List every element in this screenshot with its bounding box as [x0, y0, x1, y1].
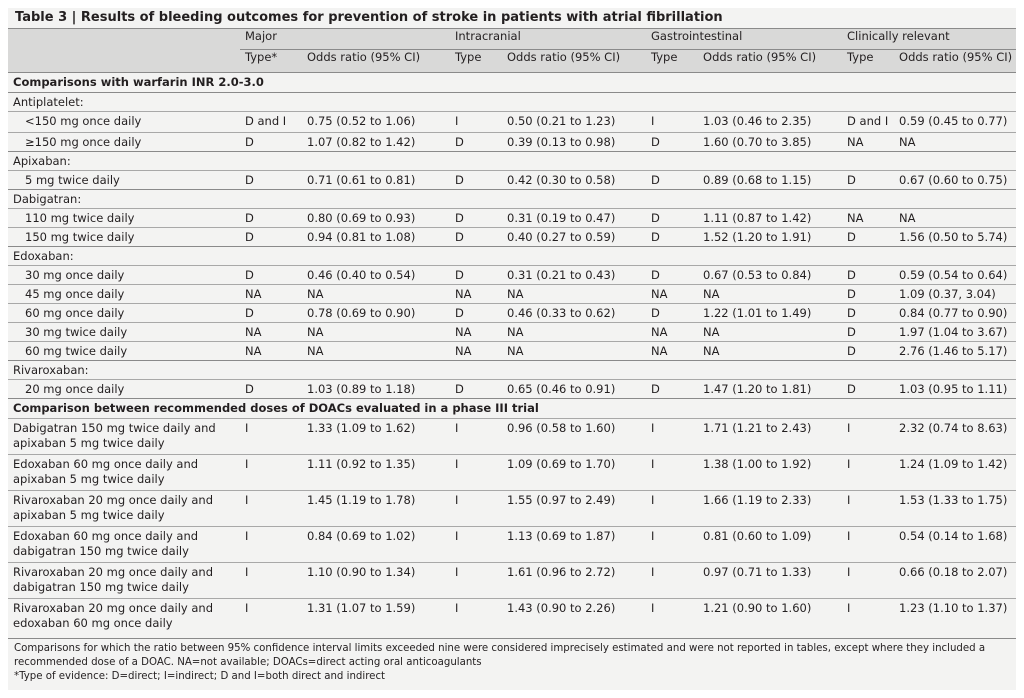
cell-gastrointestinal-type: D — [646, 209, 698, 228]
cell-gastrointestinal-type: I — [646, 563, 698, 599]
cell-intracranial-type: NA — [450, 285, 502, 304]
cell-intracranial-odds-ratio: 0.39 (0.13 to 0.98) — [502, 133, 646, 152]
cell-clinical-type: D — [842, 266, 894, 285]
cell-clinical-odds-ratio: 1.23 (1.10 to 1.37) — [894, 599, 1016, 635]
section-header-row — [8, 399, 1016, 419]
cell-gastrointestinal-type: D — [646, 228, 698, 247]
cell-gastrointestinal-odds-ratio: 1.11 (0.87 to 1.42) — [698, 209, 842, 228]
cell-gastrointestinal-type: NA — [646, 342, 698, 361]
cell-major-odds-ratio: 1.03 (0.89 to 1.18) — [302, 380, 450, 399]
table-title: Table 3 | Results of bleeding outcomes for prevention of stroke in patients with atrial fibrillation — [8, 8, 1016, 29]
cell-gastrointestinal-odds-ratio: 0.89 (0.68 to 1.15) — [698, 171, 842, 190]
cell-intracranial-odds-ratio: 0.31 (0.19 to 0.47) — [502, 209, 646, 228]
cell-major-odds-ratio: 1.07 (0.82 to 1.42) — [302, 133, 450, 152]
cell-clinical-odds-ratio: 1.56 (0.50 to 5.74) — [894, 228, 1016, 247]
column-header-odds-ratio: Odds ratio (95% CI) — [302, 50, 450, 73]
cell-clinical-odds-ratio: NA — [894, 133, 1016, 152]
cell-gastrointestinal-odds-ratio: 0.81 (0.60 to 1.09) — [698, 527, 842, 563]
cell-clinical-type: D — [842, 285, 894, 304]
cell-clinical-odds-ratio: 0.84 (0.77 to 0.90) — [894, 304, 1016, 323]
cell-intracranial-type: NA — [450, 342, 502, 361]
cell-major-odds-ratio: 0.84 (0.69 to 1.02) — [302, 527, 450, 563]
cell-major-type: I — [240, 599, 302, 635]
table-row — [8, 342, 1016, 361]
table-row — [8, 599, 1016, 635]
cell-clinical-type: NA — [842, 209, 894, 228]
cell-clinical-odds-ratio: NA — [894, 209, 1016, 228]
cell-intracranial-type: D — [450, 171, 502, 190]
cell-clinical-odds-ratio: 1.24 (1.09 to 1.42) — [894, 455, 1016, 491]
cell-gastrointestinal-odds-ratio: 1.52 (1.20 to 1.91) — [698, 228, 842, 247]
table-row — [8, 285, 1016, 304]
section-header-row — [8, 73, 1016, 93]
table-row — [8, 209, 1016, 228]
cell-gastrointestinal-type: NA — [646, 323, 698, 342]
cell-major-odds-ratio: 0.75 (0.52 to 1.06) — [302, 112, 450, 133]
cell-clinical-type: I — [842, 599, 894, 635]
cell-clinical-odds-ratio: 1.09 (0.37, 3.04) — [894, 285, 1016, 304]
column-header-odds-ratio: Odds ratio (95% CI) — [502, 50, 646, 73]
column-header-type: Type — [842, 50, 894, 73]
cell-clinical-odds-ratio: 0.67 (0.60 to 0.75) — [894, 171, 1016, 190]
cell-intracranial-odds-ratio: 0.31 (0.21 to 0.43) — [502, 266, 646, 285]
header-spacer — [8, 29, 240, 50]
row-label: 45 mg once daily — [8, 285, 240, 304]
cell-intracranial-odds-ratio: 1.09 (0.69 to 1.70) — [502, 455, 646, 491]
cell-intracranial-type: I — [450, 491, 502, 527]
cell-major-odds-ratio: NA — [302, 285, 450, 304]
cell-clinical-type: D and I — [842, 112, 894, 133]
group-header-major: Major — [240, 29, 450, 50]
cell-intracranial-type: D — [450, 228, 502, 247]
cell-gastrointestinal-odds-ratio: 0.67 (0.53 to 0.84) — [698, 266, 842, 285]
cell-gastrointestinal-type: D — [646, 266, 698, 285]
cell-intracranial-odds-ratio: 1.61 (0.96 to 2.72) — [502, 563, 646, 599]
cell-clinical-odds-ratio: 1.97 (1.04 to 3.67) — [894, 323, 1016, 342]
column-header-type: Type — [450, 50, 502, 73]
drug-group-row — [8, 361, 1016, 380]
cell-clinical-type: I — [842, 527, 894, 563]
cell-gastrointestinal-odds-ratio: 1.71 (1.21 to 2.43) — [698, 419, 842, 455]
group-header-clinically-relevant: Clinically relevant — [842, 29, 1016, 50]
cell-intracranial-odds-ratio: 0.40 (0.27 to 0.59) — [502, 228, 646, 247]
drug-group-row — [8, 152, 1016, 171]
cell-major-odds-ratio: NA — [302, 323, 450, 342]
row-label: Rivaroxaban 20 mg once daily and dabigatran 150 mg twice daily — [8, 563, 240, 599]
cell-clinical-type: NA — [842, 133, 894, 152]
cell-intracranial-odds-ratio: 1.43 (0.90 to 2.26) — [502, 599, 646, 635]
cell-gastrointestinal-odds-ratio: 1.21 (0.90 to 1.60) — [698, 599, 842, 635]
cell-major-type: I — [240, 563, 302, 599]
cell-major-type: D — [240, 304, 302, 323]
cell-intracranial-type: I — [450, 563, 502, 599]
cell-major-type: D — [240, 171, 302, 190]
table-footnotes — [8, 638, 1016, 684]
row-label: Edoxaban 60 mg once daily and dabigatran 150 mg twice daily — [8, 527, 240, 563]
drug-group-name: Antiplatelet: — [8, 93, 1016, 112]
cell-clinical-type: D — [842, 342, 894, 361]
drug-group-row — [8, 190, 1016, 209]
cell-major-odds-ratio: 0.71 (0.61 to 0.81) — [302, 171, 450, 190]
cell-gastrointestinal-type: D — [646, 171, 698, 190]
column-header-type: Type — [646, 50, 698, 73]
cell-gastrointestinal-odds-ratio: 1.47 (1.20 to 1.81) — [698, 380, 842, 399]
table-row — [8, 527, 1016, 563]
cell-major-odds-ratio: 0.46 (0.40 to 0.54) — [302, 266, 450, 285]
cell-intracranial-odds-ratio: 0.65 (0.46 to 0.91) — [502, 380, 646, 399]
footnote-legend: *Type of evidence: D=direct; I=indirect; D and I=both direct and indirect — [14, 671, 386, 682]
cell-major-odds-ratio: 0.94 (0.81 to 1.08) — [302, 228, 450, 247]
row-label: <150 mg once daily — [8, 112, 240, 133]
cell-major-type: D — [240, 209, 302, 228]
cell-intracranial-odds-ratio: NA — [502, 342, 646, 361]
cell-major-type: I — [240, 527, 302, 563]
row-label: 60 mg once daily — [8, 304, 240, 323]
cell-gastrointestinal-type: D — [646, 133, 698, 152]
cell-clinical-type: D — [842, 171, 894, 190]
drug-group-name: Dabigatran: — [8, 190, 1016, 209]
cell-clinical-odds-ratio: 2.76 (1.46 to 5.17) — [894, 342, 1016, 361]
row-label: 60 mg twice daily — [8, 342, 240, 361]
cell-major-type: D — [240, 228, 302, 247]
cell-major-odds-ratio: 0.78 (0.69 to 0.90) — [302, 304, 450, 323]
cell-major-type: D and I — [240, 112, 302, 133]
table-row — [8, 133, 1016, 152]
row-label: 110 mg twice daily — [8, 209, 240, 228]
section-title: Comparisons with warfarin INR 2.0-3.0 — [8, 73, 1016, 93]
cell-major-odds-ratio: 1.31 (1.07 to 1.59) — [302, 599, 450, 635]
cell-clinical-odds-ratio: 2.32 (0.74 to 8.63) — [894, 419, 1016, 455]
cell-clinical-odds-ratio: 0.66 (0.18 to 2.07) — [894, 563, 1016, 599]
table-row — [8, 323, 1016, 342]
cell-gastrointestinal-type: I — [646, 419, 698, 455]
row-label: Dabigatran 150 mg twice daily and apixaban 5 mg twice daily — [8, 419, 240, 455]
table-row — [8, 563, 1016, 599]
cell-major-type: NA — [240, 323, 302, 342]
cell-clinical-type: D — [842, 304, 894, 323]
header-spacer — [8, 50, 240, 73]
cell-gastrointestinal-odds-ratio: 1.38 (1.00 to 1.92) — [698, 455, 842, 491]
cell-intracranial-type: I — [450, 112, 502, 133]
cell-major-odds-ratio: 1.45 (1.19 to 1.78) — [302, 491, 450, 527]
cell-gastrointestinal-odds-ratio: 1.03 (0.46 to 2.35) — [698, 112, 842, 133]
cell-major-type: NA — [240, 342, 302, 361]
section-title: Comparison between recommended doses of DOACs evaluated in a phase III trial — [8, 399, 1016, 419]
cell-clinical-type: I — [842, 491, 894, 527]
cell-intracranial-odds-ratio: 1.55 (0.97 to 2.49) — [502, 491, 646, 527]
cell-gastrointestinal-odds-ratio: NA — [698, 323, 842, 342]
row-label: 30 mg once daily — [8, 266, 240, 285]
cell-major-type: D — [240, 266, 302, 285]
bleeding-outcomes-table — [8, 29, 1016, 634]
table-row — [8, 380, 1016, 399]
table-panel — [8, 8, 1016, 690]
table-row — [8, 228, 1016, 247]
cell-intracranial-odds-ratio: 1.13 (0.69 to 1.87) — [502, 527, 646, 563]
cell-clinical-odds-ratio: 0.54 (0.14 to 1.68) — [894, 527, 1016, 563]
cell-clinical-type: I — [842, 455, 894, 491]
cell-clinical-odds-ratio: 0.59 (0.45 to 0.77) — [894, 112, 1016, 133]
cell-clinical-odds-ratio: 0.59 (0.54 to 0.64) — [894, 266, 1016, 285]
drug-group-name: Edoxaban: — [8, 247, 1016, 266]
cell-major-odds-ratio: 1.33 (1.09 to 1.62) — [302, 419, 450, 455]
cell-gastrointestinal-odds-ratio: 0.97 (0.71 to 1.33) — [698, 563, 842, 599]
column-header-type: Type* — [240, 50, 302, 73]
sub-header-row — [8, 50, 1016, 73]
cell-gastrointestinal-type: D — [646, 380, 698, 399]
cell-intracranial-odds-ratio: 0.50 (0.21 to 1.23) — [502, 112, 646, 133]
row-label: 20 mg once daily — [8, 380, 240, 399]
cell-intracranial-type: I — [450, 419, 502, 455]
group-header-intracranial: Intracranial — [450, 29, 646, 50]
cell-intracranial-type: I — [450, 527, 502, 563]
cell-gastrointestinal-type: NA — [646, 285, 698, 304]
cell-clinical-type: D — [842, 380, 894, 399]
cell-gastrointestinal-type: D — [646, 304, 698, 323]
drug-group-row — [8, 93, 1016, 112]
cell-intracranial-type: NA — [450, 323, 502, 342]
drug-group-name: Apixaban: — [8, 152, 1016, 171]
cell-intracranial-type: D — [450, 209, 502, 228]
row-label: 30 mg twice daily — [8, 323, 240, 342]
cell-intracranial-type: I — [450, 455, 502, 491]
table-row — [8, 304, 1016, 323]
table-row — [8, 112, 1016, 133]
cell-major-odds-ratio: 0.80 (0.69 to 0.93) — [302, 209, 450, 228]
row-label: Rivaroxaban 20 mg once daily and edoxaban 60 mg once daily — [8, 599, 240, 635]
cell-intracranial-type: D — [450, 266, 502, 285]
cell-major-odds-ratio: 1.10 (0.90 to 1.34) — [302, 563, 450, 599]
table-row — [8, 266, 1016, 285]
cell-clinical-type: I — [842, 563, 894, 599]
cell-major-type: I — [240, 419, 302, 455]
drug-group-name: Rivaroxaban: — [8, 361, 1016, 380]
table-row — [8, 419, 1016, 455]
cell-intracranial-odds-ratio: 0.46 (0.33 to 0.62) — [502, 304, 646, 323]
cell-intracranial-odds-ratio: 0.42 (0.30 to 0.58) — [502, 171, 646, 190]
group-header-gastrointestinal: Gastrointestinal — [646, 29, 842, 50]
cell-intracranial-odds-ratio: NA — [502, 285, 646, 304]
cell-intracranial-type: D — [450, 380, 502, 399]
cell-major-odds-ratio: 1.11 (0.92 to 1.35) — [302, 455, 450, 491]
cell-gastrointestinal-type: I — [646, 491, 698, 527]
cell-intracranial-type: D — [450, 304, 502, 323]
cell-major-type: NA — [240, 285, 302, 304]
row-label: ≥150 mg once daily — [8, 133, 240, 152]
row-label: Edoxaban 60 mg once daily and apixaban 5 mg twice daily — [8, 455, 240, 491]
cell-clinical-odds-ratio: 1.53 (1.33 to 1.75) — [894, 491, 1016, 527]
table-row — [8, 171, 1016, 190]
row-label: 5 mg twice daily — [8, 171, 240, 190]
column-header-odds-ratio: Odds ratio (95% CI) — [894, 50, 1016, 73]
cell-intracranial-type: I — [450, 599, 502, 635]
cell-gastrointestinal-type: I — [646, 599, 698, 635]
cell-major-type: I — [240, 455, 302, 491]
table-row — [8, 455, 1016, 491]
group-header-row — [8, 29, 1016, 50]
cell-major-type: D — [240, 380, 302, 399]
cell-gastrointestinal-odds-ratio: 1.60 (0.70 to 3.85) — [698, 133, 842, 152]
cell-major-type: D — [240, 133, 302, 152]
cell-clinical-type: D — [842, 228, 894, 247]
drug-group-row — [8, 247, 1016, 266]
table-row — [8, 491, 1016, 527]
cell-gastrointestinal-odds-ratio: NA — [698, 285, 842, 304]
cell-gastrointestinal-odds-ratio: NA — [698, 342, 842, 361]
cell-intracranial-odds-ratio: NA — [502, 323, 646, 342]
row-label: 150 mg twice daily — [8, 228, 240, 247]
cell-gastrointestinal-odds-ratio: 1.22 (1.01 to 1.49) — [698, 304, 842, 323]
cell-major-type: I — [240, 491, 302, 527]
cell-clinical-type: I — [842, 419, 894, 455]
cell-gastrointestinal-odds-ratio: 1.66 (1.19 to 2.33) — [698, 491, 842, 527]
cell-clinical-odds-ratio: 1.03 (0.95 to 1.11) — [894, 380, 1016, 399]
cell-clinical-type: D — [842, 323, 894, 342]
cell-major-odds-ratio: NA — [302, 342, 450, 361]
cell-gastrointestinal-type: I — [646, 455, 698, 491]
cell-gastrointestinal-type: I — [646, 527, 698, 563]
footnote-text: Comparisons for which the ratio between 95% confidence interval limits exceeded nine were considered imprecisely estimated and were not reported in tables, except where they included a recommended dose of a DOAC. NA=not available; DOACs=direct acting oral anticoagulants — [14, 643, 986, 668]
cell-intracranial-odds-ratio: 0.96 (0.58 to 1.60) — [502, 419, 646, 455]
cell-gastrointestinal-type: I — [646, 112, 698, 133]
cell-intracranial-type: D — [450, 133, 502, 152]
column-header-odds-ratio: Odds ratio (95% CI) — [698, 50, 842, 73]
row-label: Rivaroxaban 20 mg once daily and apixaban 5 mg twice daily — [8, 491, 240, 527]
